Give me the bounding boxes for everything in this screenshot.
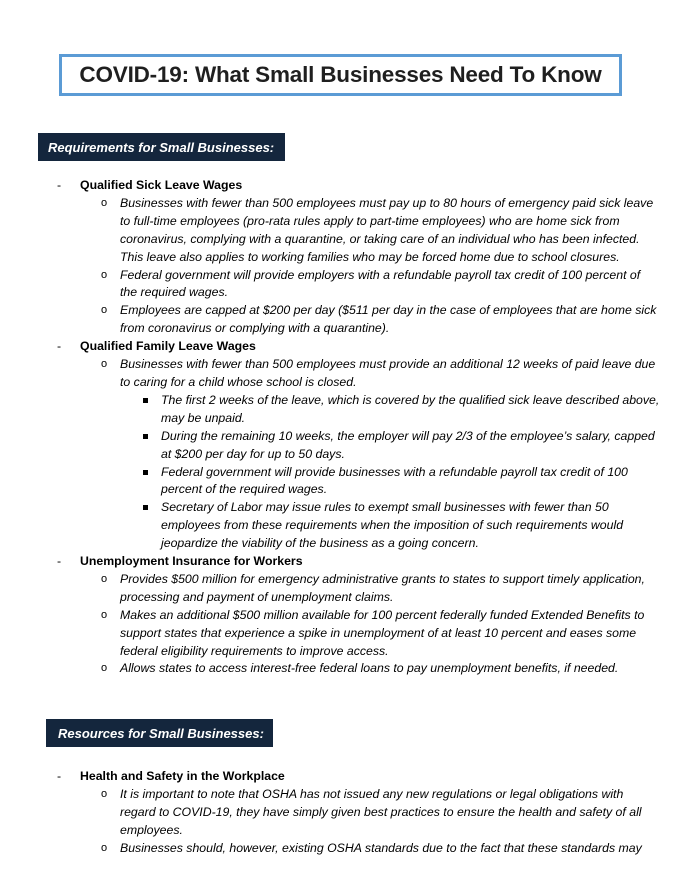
sub-list-item-text: Federal government will provide businesses with a refundable payroll tax credit of 100 percent of the required wages.	[161, 464, 628, 497]
requirements-content	[0, 177, 694, 678]
circle-bullet-icon: o	[101, 841, 108, 854]
circle-bullet-icon: o	[101, 662, 108, 675]
circle-bullet-icon: o	[101, 787, 108, 800]
list-item	[0, 302, 694, 338]
list-item	[0, 195, 694, 267]
list-item-text: Employees are capped at $200 per day ($511 per day in the case of employees that are home sick from coronavirus or complying with a quarantine).	[120, 303, 657, 336]
dash-marker: -	[57, 178, 62, 192]
section-heading-requirements: Requirements for Small Businesses:	[38, 133, 285, 161]
title-box	[59, 54, 622, 96]
list-item	[0, 660, 694, 678]
circle-bullet-icon: o	[101, 572, 108, 585]
list-item	[0, 786, 694, 840]
item-health-and-safety	[0, 768, 694, 786]
circle-bullet-icon: o	[101, 608, 108, 621]
list-item-text: Federal government will provide employers with a refundable payroll tax credit of 100 percent of the required wages.	[120, 267, 641, 300]
square-bullet-icon	[143, 505, 148, 510]
list-item-text: Businesses should, however, existing OSHA standards due to the fact that these standards may	[120, 840, 642, 855]
item-qualified-sick-leave-wages	[0, 177, 694, 195]
circle-bullet-icon: o	[101, 268, 108, 281]
dash-marker: -	[57, 339, 62, 354]
list-item	[0, 267, 694, 303]
list-item-text: Businesses with fewer than 500 employees must pay up to 80 hours of emergency paid sick leave to full-time employees (pro-rata rules apply to part-time employees) who are home sick from coronavirus, complying with a quarantine, or taking care of an individual who has been infected. This leave also applies to working families who may be forced home due to school closures.	[120, 195, 654, 264]
square-bullet-icon	[143, 398, 148, 403]
list-item	[0, 356, 694, 392]
sub-list-item	[0, 499, 694, 553]
item-label: Health and Safety in the Workplace	[80, 769, 285, 783]
circle-bullet-icon: o	[101, 196, 108, 209]
list-item-text: Businesses with fewer than 500 employees must provide an additional 12 weeks of paid leave due to caring for a child whose school is closed.	[120, 357, 656, 389]
sub-list-item	[0, 428, 694, 464]
square-bullet-icon	[143, 470, 148, 475]
item-label: Qualified Family Leave Wages	[80, 339, 256, 354]
dash-marker: -	[57, 554, 62, 569]
list-item-text: Provides $500 million for emergency administrative grants to states to support timely application, processing and payment of unemployment claims.	[120, 571, 645, 604]
list-item-text: Allows states to access interest-free federal loans to pay unemployment benefits, if needed.	[120, 661, 619, 676]
page-title: COVID-19: What Small Businesses Need To Know	[79, 62, 602, 87]
list-item	[0, 571, 694, 607]
list-item-text: Makes an additional $500 million available for 100 percent federally funded Extended Benefits to support states that experience a spike in unemployment of at least 10 percent and eases some federal eligibility requirements to improve access.	[120, 607, 645, 658]
circle-bullet-icon: o	[101, 304, 108, 317]
item-qualified-family-leave-wages	[0, 338, 694, 356]
sub-list-item-text: During the remaining 10 weeks, the employer will pay 2/3 of the employee’s salary, capped at $200 per day for up to 50 days.	[161, 428, 655, 461]
item-unemployment-insurance	[0, 553, 694, 571]
list-item	[0, 840, 694, 858]
sub-list-item	[0, 392, 694, 428]
item-label: Unemployment Insurance for Workers	[80, 554, 303, 569]
resources-content	[0, 768, 694, 858]
section-heading-resources: Resources for Small Businesses:	[46, 719, 273, 747]
sub-list-item	[0, 464, 694, 500]
sub-list-item-text: Secretary of Labor may issue rules to exempt small businesses with fewer than 50 employees from these requirements when the imposition of such requirements would jeopardize the viability of the business as a going concern.	[161, 500, 624, 551]
list-item	[0, 607, 694, 661]
square-bullet-icon	[143, 434, 148, 439]
dash-marker: -	[57, 769, 62, 783]
list-item-text: It is important to note that OSHA has not issued any new regulations or legal obligations with regard to COVID-19, they have simply given best practices to ensure the health and safety of all employees.	[120, 786, 642, 837]
sub-list-item-text: The first 2 weeks of the leave, which is covered by the qualified sick leave described above, may be unpaid.	[161, 392, 660, 425]
circle-bullet-icon: o	[101, 358, 108, 371]
item-label: Qualified Sick Leave Wages	[80, 178, 243, 192]
